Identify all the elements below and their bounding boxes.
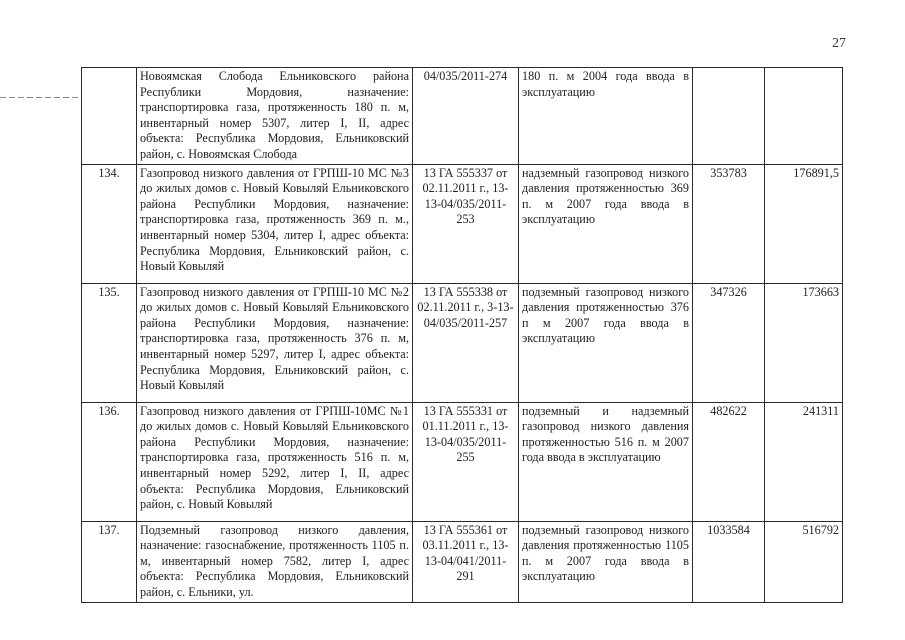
book-value: 1033584 bbox=[693, 521, 765, 602]
registration-certificate: 13 ГА 555361 от 03.11.2011 г., 13-13-04/041/2011-291 bbox=[413, 521, 519, 602]
residual-value: 516792 bbox=[765, 521, 843, 602]
property-registry-table bbox=[81, 67, 843, 603]
book-value: 347326 bbox=[693, 283, 765, 402]
object-description: Новоямская Слобода Ельниковского района Республики Мордовия, назначение: транспортировка газа, протяженность 180 п. м, инвентарный номер 5307, литер I, II, адрес объекта: Республика Мордовия, Ельниковский район, с. Новоямская Слобода bbox=[137, 68, 413, 165]
row-number: 135. bbox=[82, 283, 137, 402]
object-description: Газопровод низкого давления от ГРПШ-10 МС №2 до жилых домов с. Новый Ковыляй Ельниковского района Республики Мордовия, назначение: транспортировка газа, протяженность 376 п. м, инвентарный номер 5297, литер I, адрес объекта: Республика Мордовия, Ельниковский район, с. Новый Ковыляй bbox=[137, 283, 413, 402]
residual-value: 176891,5 bbox=[765, 164, 843, 283]
residual-value bbox=[765, 68, 843, 165]
row-number: 137. bbox=[82, 521, 137, 602]
book-value: 482622 bbox=[693, 402, 765, 521]
object-description: Подземный газопровод низкого давления, назначение: газоснабжение, протяженность 1105 п. м, инвентарный номер 7582, литер I, адрес объекта: Республика Мордовия, Ельниковский район, с. Ельники, ул. bbox=[137, 521, 413, 602]
registration-certificate: 13 ГА 555337 от 02.11.2011 г., 13-13-04/035/2011-253 bbox=[413, 164, 519, 283]
object-characteristics: подземный и надземный газопровод низкого давления протяженностью 516 п. м 2007 года ввода в эксплуатацию bbox=[519, 402, 693, 521]
registration-certificate: 13 ГА 555331 от 01.11.2011 г., 13-13-04/035/2011-255 bbox=[413, 402, 519, 521]
table-row bbox=[82, 164, 843, 283]
row-number: 136. bbox=[82, 402, 137, 521]
table-row bbox=[82, 521, 843, 602]
book-value bbox=[693, 68, 765, 165]
scan-artifact-line bbox=[0, 97, 80, 98]
registration-certificate: 04/035/2011-274 bbox=[413, 68, 519, 165]
residual-value: 241311 bbox=[765, 402, 843, 521]
object-description: Газопровод низкого давления от ГРПШ-10 МС №3 до жилых домов с. Новый Ковыляй Ельниковского района Республики Мордовия, назначение: транспортировка газа, протяженность 369 п. м., инвентарный номер 5304, литер I, адрес объекта: Республика Мордовия, Ельниковский район, с. Новый Ковыляй bbox=[137, 164, 413, 283]
row-number bbox=[82, 68, 137, 165]
object-characteristics: подземный газопровод низкого давления протяженностью 1105 п. м 2007 года ввода в эксплуатацию bbox=[519, 521, 693, 602]
table-row bbox=[82, 283, 843, 402]
registration-certificate: 13 ГА 555338 от 02.11.2011 г., 3-13-04/035/2011-257 bbox=[413, 283, 519, 402]
table-row bbox=[82, 68, 843, 165]
object-description: Газопровод низкого давления от ГРПШ-10МС №1 до жилых домов с. Новый Ковыляй Ельниковского района Республики Мордовия, назначение: транспортировка газа, протяженность 516 п. м, инвентарный номер 5292, литер I, II, адрес объекта: Республика Мордовия, Ельниковский район, с. Новый Ковыляй bbox=[137, 402, 413, 521]
object-characteristics: 180 п. м 2004 года ввода в эксплуатацию bbox=[519, 68, 693, 165]
book-value: 353783 bbox=[693, 164, 765, 283]
row-number: 134. bbox=[82, 164, 137, 283]
table-row bbox=[82, 402, 843, 521]
object-characteristics: подземный газопровод низкого давления протяженностью 376 п м 2007 года ввода в эксплуатацию bbox=[519, 283, 693, 402]
page-number: 27 bbox=[832, 36, 846, 51]
object-characteristics: надземный газопровод низкого давления протяженностью 369 п. м 2007 года ввода в эксплуатацию bbox=[519, 164, 693, 283]
residual-value: 173663 bbox=[765, 283, 843, 402]
